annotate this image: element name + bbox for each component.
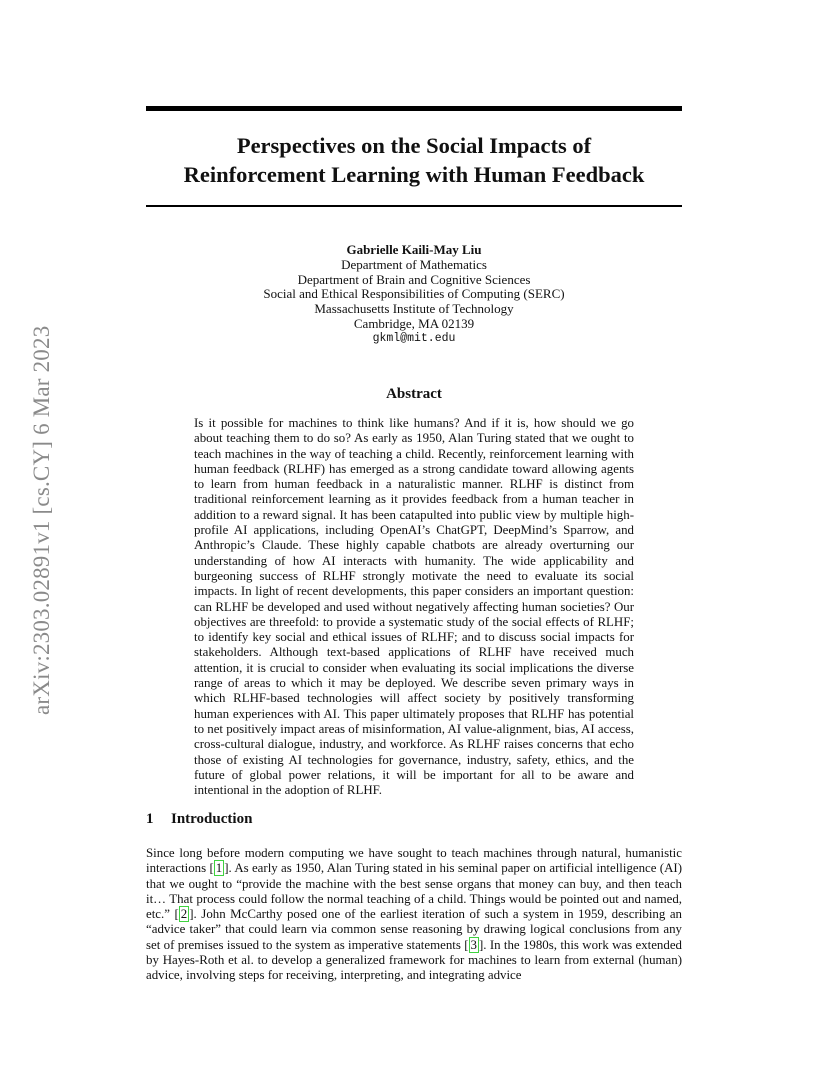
author-name: Gabrielle Kaili-May Liu [346,242,482,257]
section-number: 1 [146,811,154,827]
intro-text-part: Since long before modern computing we have sought to teach machines through natural, humanistic interactions [146,846,682,876]
abstract-heading: Abstract [386,386,442,402]
affiliation-line: Massachusetts Institute of Technology [314,301,514,317]
intro-text-part: . In the 1980s, this work was extended by Hayes-Roth et al. to develop a generalized framework for machines to learn from external (human) advice, involving steps for receiving, interpreting, and integrating advice [146,937,682,983]
citation-link[interactable]: 2 [180,907,188,922]
intro-text-part: . John McCarthy posed one of the earliest iteration of such a system in 1959, describing an “advice taker” that could learn via common sense reasoning by drawing logical conclusions from any set of premises issued to the system as imperative statements [146,907,682,952]
title-line-2: Reinforcement Learning with Human Feedback [183,162,645,187]
citation-link[interactable]: 1 [215,861,223,876]
citation-link[interactable]: 3 [470,937,477,952]
affiliation-line: Department of Brain and Cognitive Sciences [297,271,531,287]
arxiv-identifier: arXiv:2303.02891v1 [cs.CY] 6 Mar 2023 [29,325,54,715]
affiliation-line: Department of Mathematics [341,256,487,272]
title-rule-bottom [146,205,682,207]
affiliation-line: Cambridge, MA 02139 [353,315,475,331]
affiliation-line: Social and Ethical Responsibilities of Computing (SERC) [263,286,565,302]
introduction-paragraph: Since long before modern computing we have sought to teach machines through natural, humanistic interactions [ 1 ]. As early as 1950, Alan Turing stated in his seminal paper on artificial intelligence (AI) that we ought to “provide the machine with the best sense organs that money can buy, and then teach it… That process could follow the normal teaching of a child. Things would be pointed out and named, etc.” [ 2 ]. John McCarthy posed one of the earliest iteration of such a system in 1959, describing an “advice taker” that could learn via common sense reasoning by drawing logical conclusions from any set of premises issued to the system as imperative statements [ 3 ]. In the 1980s, this work was extended by Hayes-Roth et al. to develop a generalized framework for machines to learn from external (human) advice, involving steps for receiving, interpreting, and integrating advice [146,846,682,983]
intro-text-part: . As early as 1950, Alan Turing stated in his seminal paper on artificial intelligence (AI) that we ought to “provide the machine with the best sense organs that money can buy, and then teach it… That process could follow the normal teaching of a child. Things would be pointed out and named, etc.” [146,861,682,922]
section-heading [146,811,252,828]
author-block [146,243,682,347]
title-rule-top [146,106,682,111]
abstract-text: Is it possible for machines to think like humans? And if it is, how should we go about teaching them to do so? As early as 1950, Alan Turing stated that we ought to teach machines in the way of teaching a child. Recently, reinforcement learning with human feedback (RLHF) has emerged as a strong candidate toward allowing agents to learn from human feedback in a naturalistic manner. RLHF is distinct from traditional reinforcement learning as it provides feedback from a human teacher in addition to a reward signal. It has been catapulted into public view by multiple high-profile AI applications, including OpenAI’s ChatGPT, DeepMind’s Sparrow, and Anthropic’s Claude. These highly capable chatbots are already overturning our understanding of how AI interacts with humanity. The wide applicability and burgeoning success of RLHF strongly motivate the need to evaluate its social impacts. In light of recent developments, this paper considers an important question: can RLHF be developed and used without negatively affecting human societies? Our objectives are threefold: to provide a systematic study of the social effects of RLHF; to identify key social and ethical issues of RLHF; and to discuss social impacts for stakeholders. Although text-based applications of RLHF have received much attention, it is crucial to consider when evaluating its social implications the diverse range of areas to which it may be deployed. We describe seven primary ways in which RLHF-based technologies will affect society by positively transforming human experiences with AI. This paper ultimately proposes that RLHF has potential to net positively impact areas of misinformation, AI value-alignment, bias, AI access, cross-cultural dialogue, industry, and workforce. As RLHF raises concerns that echo those of existing AI technologies for governance, industry, safety, ethics, and the future of global power relations, it will be important for all to be aware and intentional in the adoption of RLHF. [194,416,634,798]
title-line-1: Perspectives on the Social Impacts of [236,133,592,158]
paper-title [146,131,682,189]
section-title: Introduction [171,811,253,827]
author-email[interactable]: gkml@mit.edu [372,331,456,345]
